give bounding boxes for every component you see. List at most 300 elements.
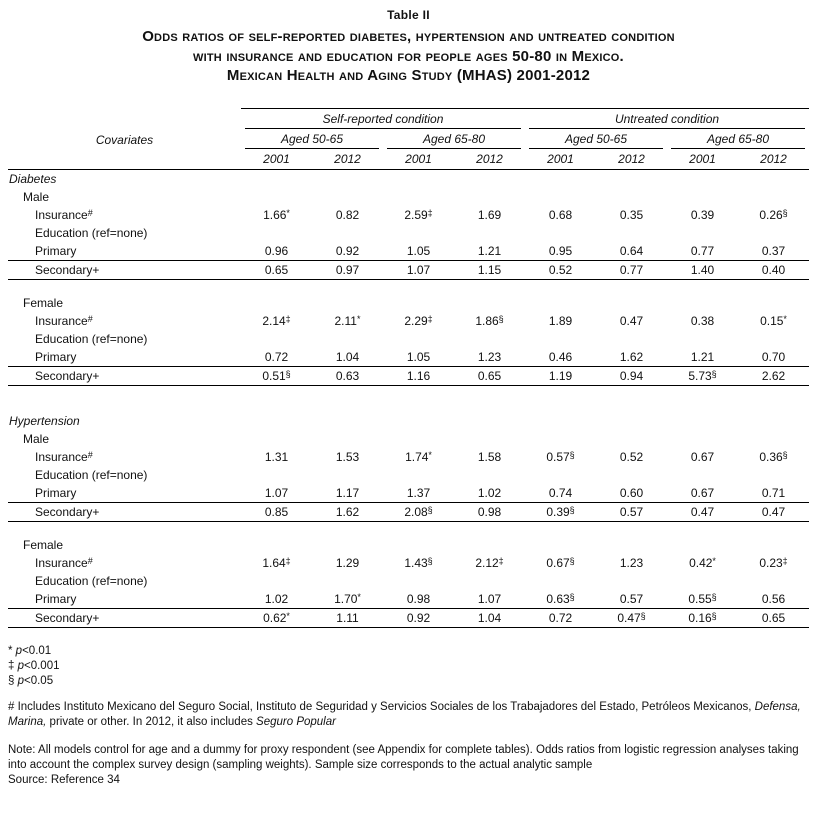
significance-marker: § bbox=[711, 369, 717, 379]
title-line-2: with insurance and education for people ages 50-80 in Mexico. bbox=[193, 47, 624, 65]
age-group-label: Aged 65-80 bbox=[671, 132, 805, 149]
value-cell bbox=[667, 572, 738, 590]
row-label: Primary bbox=[35, 350, 77, 364]
value-cell: 1.86§ bbox=[475, 314, 504, 328]
value-cell bbox=[383, 224, 454, 242]
value-cell: 0.95 bbox=[548, 243, 573, 258]
value-cell bbox=[596, 169, 667, 188]
footnote-marker: § bbox=[8, 675, 18, 687]
value-cell: 0.67 bbox=[690, 449, 715, 464]
value-cell: 0.96 bbox=[264, 243, 289, 258]
row-label: Primary bbox=[35, 243, 77, 258]
value-cell bbox=[454, 224, 525, 242]
value-cell bbox=[525, 466, 596, 484]
value-cell: 5.73§ bbox=[667, 367, 738, 386]
age-group-row bbox=[8, 129, 809, 149]
value-cell bbox=[738, 188, 809, 206]
value-cell: 0.16§ bbox=[667, 609, 738, 628]
value-cell: 1.17 bbox=[335, 485, 360, 500]
value-cell: 0.56 bbox=[761, 592, 786, 606]
value-cell: 0.52 bbox=[525, 260, 596, 279]
value-cell: 1.07 bbox=[264, 485, 289, 500]
value-cell: 0.46 bbox=[548, 350, 573, 364]
value-cell: 0.67§ bbox=[546, 556, 575, 570]
value-cell: 1.29 bbox=[335, 556, 360, 570]
value-cell: 0.94 bbox=[596, 367, 667, 386]
footnote-marker: ‡ bbox=[8, 660, 18, 672]
col-group-label: Self-reported condition bbox=[245, 112, 521, 129]
value-cell bbox=[383, 572, 454, 590]
value-cell: 1.58 bbox=[477, 449, 502, 464]
value-cell bbox=[241, 169, 312, 188]
value-cell bbox=[383, 430, 454, 448]
value-cell bbox=[596, 330, 667, 348]
row-label: Secondary+ bbox=[8, 367, 241, 386]
table-row bbox=[8, 188, 809, 206]
significance-marker: * bbox=[783, 314, 787, 324]
significance-marker: * bbox=[356, 314, 361, 324]
value-cell bbox=[667, 188, 738, 206]
value-cell bbox=[667, 536, 738, 554]
significance-marker: * bbox=[712, 556, 716, 566]
table-row bbox=[8, 206, 809, 224]
value-cell: 0.40 bbox=[738, 260, 809, 279]
value-cell bbox=[383, 294, 454, 312]
value-cell bbox=[596, 294, 667, 312]
footnote-text: p bbox=[17, 675, 24, 687]
value-cell bbox=[383, 412, 454, 430]
value-cell: 2.12‡ bbox=[475, 556, 504, 570]
age-group-cell bbox=[241, 129, 383, 149]
value-cell bbox=[312, 294, 383, 312]
row-label: Primary bbox=[35, 592, 77, 606]
significance-marker: § bbox=[711, 592, 717, 602]
significance-marker: * bbox=[357, 592, 361, 602]
footnote-line bbox=[8, 644, 809, 659]
value-cell bbox=[454, 294, 525, 312]
value-cell: 0.60 bbox=[619, 485, 644, 500]
significance-marker: § bbox=[569, 504, 575, 515]
spacer-cell bbox=[8, 279, 809, 294]
title-line-1: Odds ratios of self-reported diabetes, hypertension and untreated condition bbox=[142, 28, 675, 45]
value-cell: 1.21 bbox=[690, 350, 715, 364]
significance-marker: § bbox=[569, 556, 575, 566]
row-label: Male bbox=[23, 431, 50, 446]
title-line-3: Mexican Health and Aging Study (MHAS) 2001-2012 bbox=[226, 67, 591, 84]
value-cell: 1.07 bbox=[477, 592, 502, 606]
value-cell bbox=[454, 466, 525, 484]
footnote-text: Includes Instituto Mexicano del Seguro Social, Instituto de Seguridad y Servicios Sociales de los Trabajadores del Estado, Petróleos Mexicanos, bbox=[17, 701, 755, 713]
value-cell: 0.55§ bbox=[688, 592, 717, 606]
value-cell: 0.92 bbox=[383, 609, 454, 628]
value-cell: 1.62 bbox=[312, 502, 383, 521]
table-row bbox=[8, 448, 809, 466]
value-cell bbox=[312, 536, 383, 554]
col-group-untreated bbox=[525, 108, 809, 129]
value-cell bbox=[525, 430, 596, 448]
note-block bbox=[8, 743, 809, 788]
value-cell: 0.65 bbox=[738, 609, 809, 628]
footnote-line bbox=[8, 659, 809, 674]
value-cell bbox=[312, 466, 383, 484]
value-cell bbox=[596, 188, 667, 206]
value-cell: 1.04 bbox=[335, 350, 360, 364]
value-cell: 1.40 bbox=[667, 260, 738, 279]
note-text: Note: All models control for age and a dummy for proxy respondent (see Appendix for complete tables). Odds ratios from logistic regression analyses taking into account the complex survey design (sampling weights). Sample size corresponds to the actual analytic sample bbox=[8, 744, 799, 771]
value-cell bbox=[596, 430, 667, 448]
value-cell bbox=[312, 188, 383, 206]
value-cell: 1.02 bbox=[477, 485, 502, 500]
value-cell bbox=[454, 169, 525, 188]
year-label: 2001 bbox=[667, 149, 738, 170]
col-group-self-reported bbox=[241, 108, 525, 129]
value-cell: 0.62* bbox=[241, 609, 312, 628]
value-cell bbox=[383, 188, 454, 206]
value-cell: 0.74 bbox=[548, 485, 573, 500]
condition-group-row bbox=[8, 108, 809, 129]
significance-marker: § bbox=[640, 611, 646, 621]
value-cell: 1.89 bbox=[548, 314, 573, 328]
age-group-label: Aged 65-80 bbox=[387, 132, 521, 149]
value-cell bbox=[667, 224, 738, 242]
value-cell bbox=[596, 536, 667, 554]
age-group-cell bbox=[667, 129, 809, 149]
year-row-spacer bbox=[8, 149, 241, 170]
significance-marker: § bbox=[711, 611, 717, 621]
table-row bbox=[8, 572, 809, 590]
significance-marker: § bbox=[782, 207, 788, 218]
value-cell: 2.29‡ bbox=[404, 314, 433, 328]
value-cell: 0.36§ bbox=[759, 449, 788, 464]
value-cell: 0.65 bbox=[241, 260, 312, 279]
footnote-text: <0.001 bbox=[24, 660, 60, 672]
value-cell: 2.14‡ bbox=[262, 314, 291, 328]
row-label: Insurance# bbox=[35, 556, 93, 570]
row-label: Insurance# bbox=[35, 207, 93, 222]
value-cell: 1.74* bbox=[405, 449, 432, 464]
value-cell: 0.63§ bbox=[546, 592, 575, 606]
footnote-line bbox=[8, 674, 809, 689]
value-cell: 0.37 bbox=[761, 243, 786, 258]
value-cell bbox=[241, 330, 312, 348]
value-cell: 0.39 bbox=[690, 207, 715, 222]
value-cell bbox=[596, 572, 667, 590]
value-cell: 1.15 bbox=[454, 260, 525, 279]
value-cell bbox=[596, 224, 667, 242]
value-cell bbox=[738, 466, 809, 484]
row-label: Education (ref=none) bbox=[35, 225, 148, 240]
significance-footnotes bbox=[8, 644, 809, 689]
row-label: Hypertension bbox=[9, 413, 80, 428]
table-row bbox=[8, 348, 809, 367]
value-cell: 1.37 bbox=[406, 485, 431, 500]
value-cell bbox=[241, 188, 312, 206]
footnote-marker: # bbox=[8, 701, 18, 713]
table-row bbox=[8, 367, 809, 386]
significance-marker: ‡ bbox=[285, 556, 291, 566]
value-cell bbox=[454, 412, 525, 430]
value-cell: 2.59‡ bbox=[404, 207, 433, 222]
value-cell: 0.47 bbox=[619, 314, 644, 328]
value-cell: 0.70 bbox=[761, 350, 786, 364]
value-cell bbox=[525, 536, 596, 554]
value-cell: 1.53 bbox=[335, 449, 360, 464]
significance-marker: ‡ bbox=[285, 314, 291, 324]
significance-marker: * bbox=[286, 207, 290, 218]
value-cell bbox=[454, 536, 525, 554]
value-cell: 1.64‡ bbox=[262, 556, 291, 570]
footnotes bbox=[8, 644, 809, 788]
value-cell: 0.77 bbox=[690, 243, 715, 258]
value-cell bbox=[241, 224, 312, 242]
value-cell: 0.23‡ bbox=[759, 556, 788, 570]
value-cell: 0.47 bbox=[667, 502, 738, 521]
significance-marker: ‡ bbox=[427, 314, 433, 324]
value-cell bbox=[667, 294, 738, 312]
value-cell: 0.64 bbox=[619, 243, 644, 258]
significance-marker: § bbox=[569, 592, 575, 602]
row-label: Female bbox=[23, 538, 64, 552]
significance-marker: § bbox=[782, 449, 788, 460]
value-cell bbox=[667, 330, 738, 348]
value-cell bbox=[525, 294, 596, 312]
value-cell: 0.35 bbox=[619, 207, 644, 222]
significance-marker: § bbox=[498, 314, 504, 324]
value-cell: 0.85 bbox=[241, 502, 312, 521]
row-label: Primary bbox=[35, 485, 77, 500]
table-row bbox=[8, 590, 809, 609]
row-label: Female bbox=[23, 296, 64, 310]
year-label: 2001 bbox=[383, 149, 454, 170]
value-cell bbox=[241, 430, 312, 448]
table-row bbox=[8, 312, 809, 330]
value-cell: 0.72 bbox=[525, 609, 596, 628]
value-cell bbox=[312, 572, 383, 590]
value-cell: 0.63 bbox=[312, 367, 383, 386]
value-cell bbox=[738, 169, 809, 188]
col-group-label: Untreated condition bbox=[529, 112, 805, 129]
value-cell bbox=[667, 412, 738, 430]
table-row bbox=[8, 242, 809, 261]
spacer-cell bbox=[8, 386, 809, 412]
row-label: Insurance# bbox=[35, 314, 93, 328]
value-cell bbox=[312, 430, 383, 448]
footnote-text: <0.01 bbox=[22, 645, 52, 657]
value-cell: 0.42* bbox=[689, 556, 716, 570]
significance-marker: * bbox=[428, 449, 432, 460]
value-cell bbox=[667, 430, 738, 448]
value-cell: 0.51§ bbox=[241, 367, 312, 386]
value-cell: 0.52 bbox=[619, 449, 644, 464]
table-row bbox=[8, 502, 809, 521]
table-number-label: Table II bbox=[387, 8, 430, 22]
year-label: 2012 bbox=[596, 149, 667, 170]
row-label: Male bbox=[23, 189, 50, 204]
significance-marker: § bbox=[427, 556, 433, 566]
value-cell bbox=[738, 412, 809, 430]
value-cell bbox=[241, 294, 312, 312]
value-cell bbox=[312, 169, 383, 188]
value-cell: 1.43§ bbox=[404, 556, 433, 570]
title-block bbox=[8, 8, 809, 86]
value-cell bbox=[525, 188, 596, 206]
value-cell: 1.31 bbox=[264, 449, 289, 464]
value-cell bbox=[525, 169, 596, 188]
value-cell: 1.23 bbox=[477, 350, 502, 364]
value-cell: 1.04 bbox=[454, 609, 525, 628]
value-cell: 1.11 bbox=[312, 609, 383, 628]
value-cell: 0.92 bbox=[335, 243, 360, 258]
value-cell: 0.47 bbox=[738, 502, 809, 521]
value-cell: 1.66* bbox=[263, 207, 290, 222]
value-cell: 0.65 bbox=[454, 367, 525, 386]
spacer-row bbox=[8, 386, 809, 412]
row-label: Secondary+ bbox=[8, 260, 241, 279]
spacer-row bbox=[8, 279, 809, 294]
age-group-cell bbox=[525, 129, 667, 149]
row-label: Secondary+ bbox=[8, 609, 241, 628]
value-cell: 0.71 bbox=[761, 485, 786, 500]
value-cell: 0.77 bbox=[596, 260, 667, 279]
value-cell bbox=[738, 224, 809, 242]
value-cell bbox=[454, 572, 525, 590]
significance-marker: § bbox=[285, 369, 291, 379]
value-cell bbox=[383, 169, 454, 188]
footnote-marker: # bbox=[87, 449, 93, 460]
year-label: 2001 bbox=[241, 149, 312, 170]
value-cell: 0.57 bbox=[596, 502, 667, 521]
covariates-label: Covariates bbox=[95, 132, 154, 147]
value-cell: 0.39§ bbox=[525, 502, 596, 521]
value-cell bbox=[738, 430, 809, 448]
row-label: Education (ref=none) bbox=[35, 467, 148, 482]
value-cell bbox=[738, 294, 809, 312]
value-cell: 0.68 bbox=[548, 207, 573, 222]
value-cell bbox=[383, 330, 454, 348]
source-text: Source: Reference 34 bbox=[8, 774, 120, 786]
value-cell: 1.16 bbox=[383, 367, 454, 386]
insurance-footnote bbox=[8, 700, 809, 730]
value-cell: 2.08§ bbox=[383, 502, 454, 521]
footnote-text: Defensa, Marina, bbox=[8, 701, 801, 728]
value-cell: 1.23 bbox=[619, 556, 644, 570]
table-row bbox=[8, 536, 809, 554]
age-group-cell bbox=[383, 129, 525, 149]
row-label: Diabetes bbox=[9, 171, 57, 186]
table-row bbox=[8, 330, 809, 348]
footnote-marker: # bbox=[87, 207, 93, 218]
value-cell bbox=[241, 572, 312, 590]
row-label: Education (ref=none) bbox=[35, 332, 148, 346]
value-cell: 0.98 bbox=[454, 502, 525, 521]
table-row bbox=[8, 260, 809, 279]
table-row bbox=[8, 609, 809, 628]
value-cell: 0.97 bbox=[312, 260, 383, 279]
header-spacer-cell bbox=[8, 108, 241, 129]
footnote-line bbox=[8, 700, 809, 730]
significance-marker: * bbox=[286, 611, 290, 621]
significance-marker: ‡ bbox=[498, 556, 504, 566]
footnote-marker: # bbox=[87, 556, 93, 566]
value-cell: 1.07 bbox=[383, 260, 454, 279]
age-group-label: Aged 50-65 bbox=[245, 132, 379, 149]
table-row bbox=[8, 466, 809, 484]
value-cell: 0.98 bbox=[406, 592, 431, 606]
table-row bbox=[8, 169, 809, 188]
significance-marker: § bbox=[569, 449, 575, 460]
row-label: Secondary+ bbox=[8, 502, 241, 521]
significance-marker: § bbox=[427, 504, 433, 515]
significance-marker: ‡ bbox=[782, 556, 788, 566]
footnote-text: <0.05 bbox=[24, 675, 54, 687]
table-row bbox=[8, 484, 809, 503]
year-row bbox=[8, 149, 809, 170]
value-cell: 0.15* bbox=[760, 314, 787, 328]
value-cell: 0.57 bbox=[619, 592, 644, 606]
year-label: 2012 bbox=[312, 149, 383, 170]
value-cell bbox=[596, 412, 667, 430]
value-cell bbox=[525, 224, 596, 242]
footnote-marker: # bbox=[87, 314, 93, 324]
value-cell: 1.05 bbox=[406, 243, 431, 258]
value-cell bbox=[454, 188, 525, 206]
year-label: 2001 bbox=[525, 149, 596, 170]
spacer-cell bbox=[8, 521, 809, 536]
value-cell bbox=[241, 412, 312, 430]
footnote-text: p bbox=[17, 660, 24, 672]
value-cell bbox=[241, 466, 312, 484]
spacer-row bbox=[8, 521, 809, 536]
value-cell: 1.19 bbox=[525, 367, 596, 386]
value-cell bbox=[312, 412, 383, 430]
value-cell: 0.82 bbox=[335, 207, 360, 222]
value-cell bbox=[738, 536, 809, 554]
table-row bbox=[8, 430, 809, 448]
table-body bbox=[8, 169, 809, 628]
value-cell: 0.72 bbox=[264, 350, 289, 364]
significance-marker: ‡ bbox=[427, 207, 433, 218]
value-cell bbox=[454, 330, 525, 348]
value-cell: 2.62 bbox=[738, 367, 809, 386]
value-cell bbox=[312, 224, 383, 242]
value-cell: 1.05 bbox=[406, 350, 431, 364]
table-row bbox=[8, 294, 809, 312]
age-group-label: Aged 50-65 bbox=[529, 132, 663, 149]
value-cell: 2.11* bbox=[334, 314, 361, 328]
value-cell: 0.38 bbox=[690, 314, 715, 328]
table-row bbox=[8, 224, 809, 242]
value-cell: 0.67 bbox=[690, 485, 715, 500]
table-row bbox=[8, 554, 809, 572]
row-label: Education (ref=none) bbox=[35, 574, 148, 588]
value-cell bbox=[454, 430, 525, 448]
value-cell: 1.70* bbox=[334, 592, 361, 606]
footnote-text: private or other. In 2012, it also includes bbox=[46, 716, 257, 728]
value-cell bbox=[525, 412, 596, 430]
footnote-text: Seguro Popular bbox=[256, 716, 336, 728]
value-cell bbox=[525, 330, 596, 348]
value-cell bbox=[383, 536, 454, 554]
value-cell: 0.26§ bbox=[759, 207, 788, 222]
value-cell: 1.21 bbox=[477, 243, 502, 258]
row-label: Insurance# bbox=[35, 449, 93, 464]
value-cell bbox=[667, 466, 738, 484]
value-cell bbox=[738, 572, 809, 590]
value-cell: 1.02 bbox=[264, 592, 289, 606]
value-cell bbox=[383, 466, 454, 484]
value-cell bbox=[738, 330, 809, 348]
table-row bbox=[8, 412, 809, 430]
